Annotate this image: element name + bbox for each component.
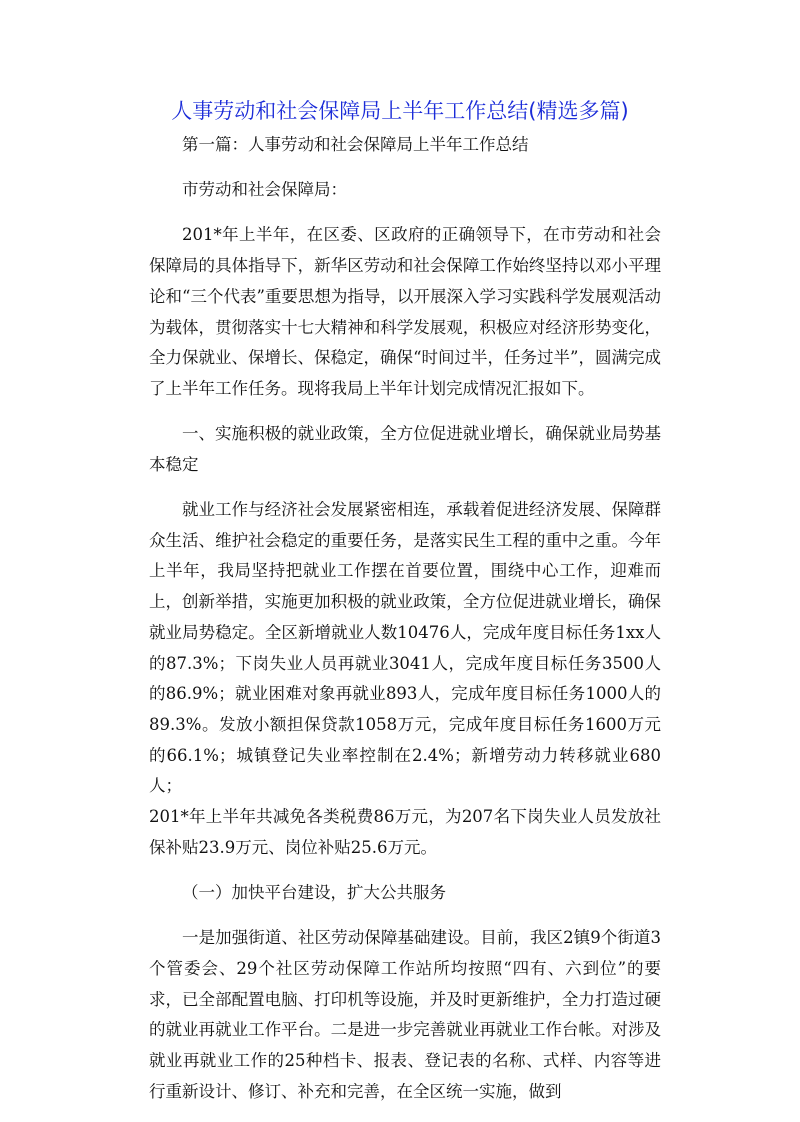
subsection-heading: （一）加快平台建设，扩大公共服务	[182, 882, 446, 902]
subsection-heading: 一、实施积极的就业政策，全方位促进就业增长，确保就业局势基本稳定	[149, 424, 661, 474]
body-paragraph: 就业工作与经济社会发展紧密相连，承载着促进经济发展、保障群众生活、维护社会稳定的重要任务，是落实民生工程的重中之重。今年上半年，我局坚持把就业工作摆在首要位置，围绕中心工作，迎难而上，创新举措，实施更加积极的就业政策，全方位促进就业增长，确保就业局势稳定。全区新增就业人数10476人，完成年度目标任务1xx人的87.3%；下岗失业人员再就业3041人，完成年度目标任务3500人的86.9%；就业困难对象再就业893人，完成年度目标任务1000人的89.3%。发放小额担保贷款1058万元，完成年度目标任务1600万元的66.1%；城镇登记失业率控制在2.4%；新增劳动力转移就业680人；	[149, 500, 661, 796]
section-heading: 第一篇：人事劳动和社会保障局上半年工作总结	[182, 135, 529, 154]
body-paragraph: 201*年上半年共减免各类税费86万元，为207名下岗失业人员发放社保补贴23.9万元、岗位补贴25.6万元。	[149, 807, 661, 857]
document-title: 人事劳动和社会保障局上半年工作总结(精选多篇)	[171, 99, 629, 123]
body-paragraph: 一是加强街道、社区劳动保障基础建设。目前，我区2镇9个街道3个管委会、29个社区劳动保障工作站所均按照“四有、六到位”的要求，已全部配置电脑、打印机等设施，并及时更新维护，全力打造过硬的就业再就业工作平台。二是进一步完善就业再就业工作台帐。对涉及就业再就业工作的25种档卡、报表、登记表的名称、式样、内容等进行重新设计、修订、补充和完善，在全区统一实施，做到	[149, 928, 661, 1101]
body-paragraph: 201*年上半年，在区委、区政府的正确领导下，在市劳动和社会保障局的具体指导下，新华区劳动和社会保障工作始终坚持以邓小平理论和“三个代表”重要思想为指导，以开展深入学习实践科学发展观活动为载体，贯彻落实十七大精神和科学发展观，积极应对经济形势变化，全力保就业、保增长、保稳定，确保“时间过半，任务过半”，圆满完成了上半年工作任务。现将我局上半年计划完成情况汇报如下。	[149, 225, 661, 398]
document-body	[149, 130, 661, 1122]
salutation: 市劳动和社会保障局：	[182, 180, 347, 200]
